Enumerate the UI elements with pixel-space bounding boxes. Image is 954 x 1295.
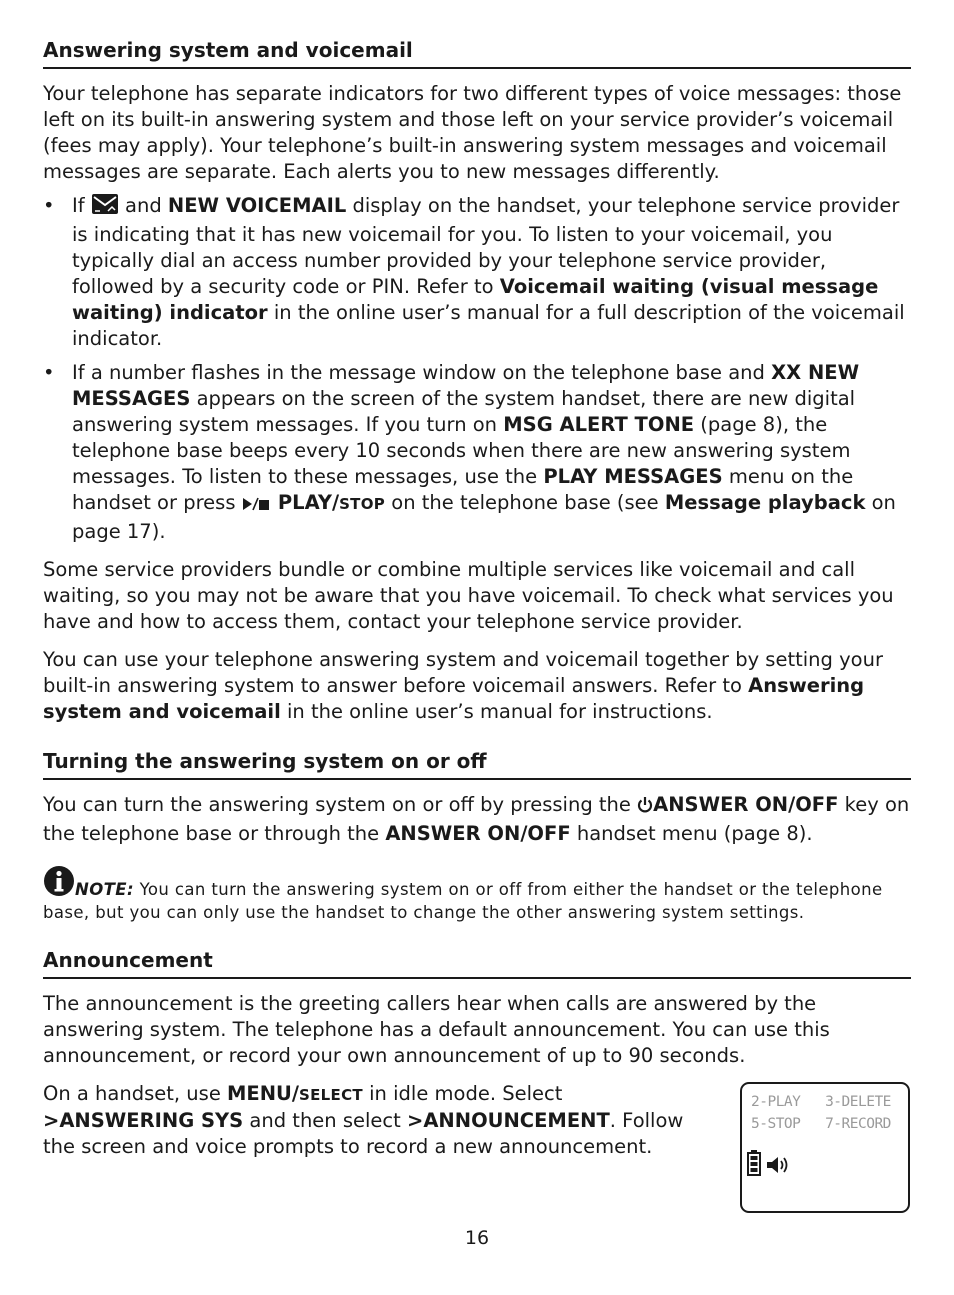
info-icon bbox=[43, 865, 75, 897]
envelope-icon bbox=[91, 193, 119, 222]
speaker-icon bbox=[766, 1161, 792, 1180]
power-icon bbox=[637, 795, 653, 821]
on-off-paragraph: You can turn the answering system on or off by pressing the ANSWER ON/OFF key on the telephone base or through the ANSWER ON/OFF handset menu (page 8). bbox=[43, 793, 910, 845]
announcement-instructions bbox=[43, 1081, 911, 1231]
battery-icon bbox=[747, 1161, 761, 1180]
page-number: 16 bbox=[464, 1227, 490, 1249]
announcement-paragraph: The announcement is the greeting callers hear when calls are answered by the answering system. The telephone has a default announcement. You can use this announcement, or record your own announcement of up to 90 seconds. bbox=[43, 992, 830, 1067]
list-item-new-messages: • If a number flashes in the message window on the telephone base and XX NEW MESSAGES appears on the screen of the system handset, there are new digital answering system messages. If you turn on MSG ALERT TONE (page 8), the telephone base beeps every 10 seconds when there are new answering system messages. To listen to these messages, use the PLAY MESSAGES menu on the handset or press PLAY/STOP on the telephone base (see Message playback on page 17). bbox=[43, 361, 896, 543]
handset-instructions: On a handset, use MENU/SELECT in idle mode. Select >ANSWERING SYS and then select >ANNOUNCEMENT. Follow the screen and voice prompts to record a new announcement. bbox=[43, 1082, 684, 1158]
handset-screen-illustration bbox=[740, 1082, 910, 1213]
section-title-on-off: Turning the answering system on or off bbox=[43, 747, 911, 780]
section-title-answering-voicemail: Answering system and voicemail bbox=[43, 36, 911, 69]
note-paragraph: NOTE: You can turn the answering system on or off from either the handset or the telephone base, but you can only use the handset to change the other answering system settings. bbox=[43, 865, 911, 924]
list-item-voicemail: • If and NEW VOICEMAIL display on the handset, your telephone service provider is indicating that it has new voicemail for you. To listen to your voicemail, you typically dial an access number provided by your telephone service provider, followed by a security code or PIN. Refer to Voicemail waiting (visual message waiting) indicator in the online user’s manual for a full description of the voicemail indicator. bbox=[43, 194, 905, 350]
service-providers-paragraph: Some service providers bundle or combine multiple services like voicemail and call waiting, so you may not be aware that you have voicemail. To check what services you have and how to access them, contact your telephone service provider. bbox=[43, 558, 894, 633]
play-stop-icon bbox=[242, 493, 272, 519]
intro-paragraph: Your telephone has separate indicators for two different types of voice messages: those left on its built-in answering system and those left on your service provider’s voicemail (fees may apply). Your telephone’s built-in answering system messages and voicemail messages are separate. Each alerts you to new messages differently. bbox=[43, 82, 902, 183]
bullet-dot: • bbox=[43, 194, 55, 217]
manual-page bbox=[43, 36, 911, 1231]
section-title-announcement: Announcement bbox=[43, 946, 911, 979]
screen-line-2: 5-STOP 7-RECORD bbox=[751, 1116, 891, 1132]
bullet-dot: • bbox=[43, 361, 55, 384]
screen-status-icons bbox=[747, 1150, 792, 1180]
combined-use-paragraph: You can use your telephone answering system and voicemail together by setting your built-in answering system to answer before voicemail answers. Refer to Answering system and voicemail in the online user’s manual for instructions. bbox=[43, 648, 883, 723]
indicator-list bbox=[43, 193, 911, 545]
screen-line-1: 2-PLAY 3-DELETE bbox=[751, 1094, 891, 1110]
